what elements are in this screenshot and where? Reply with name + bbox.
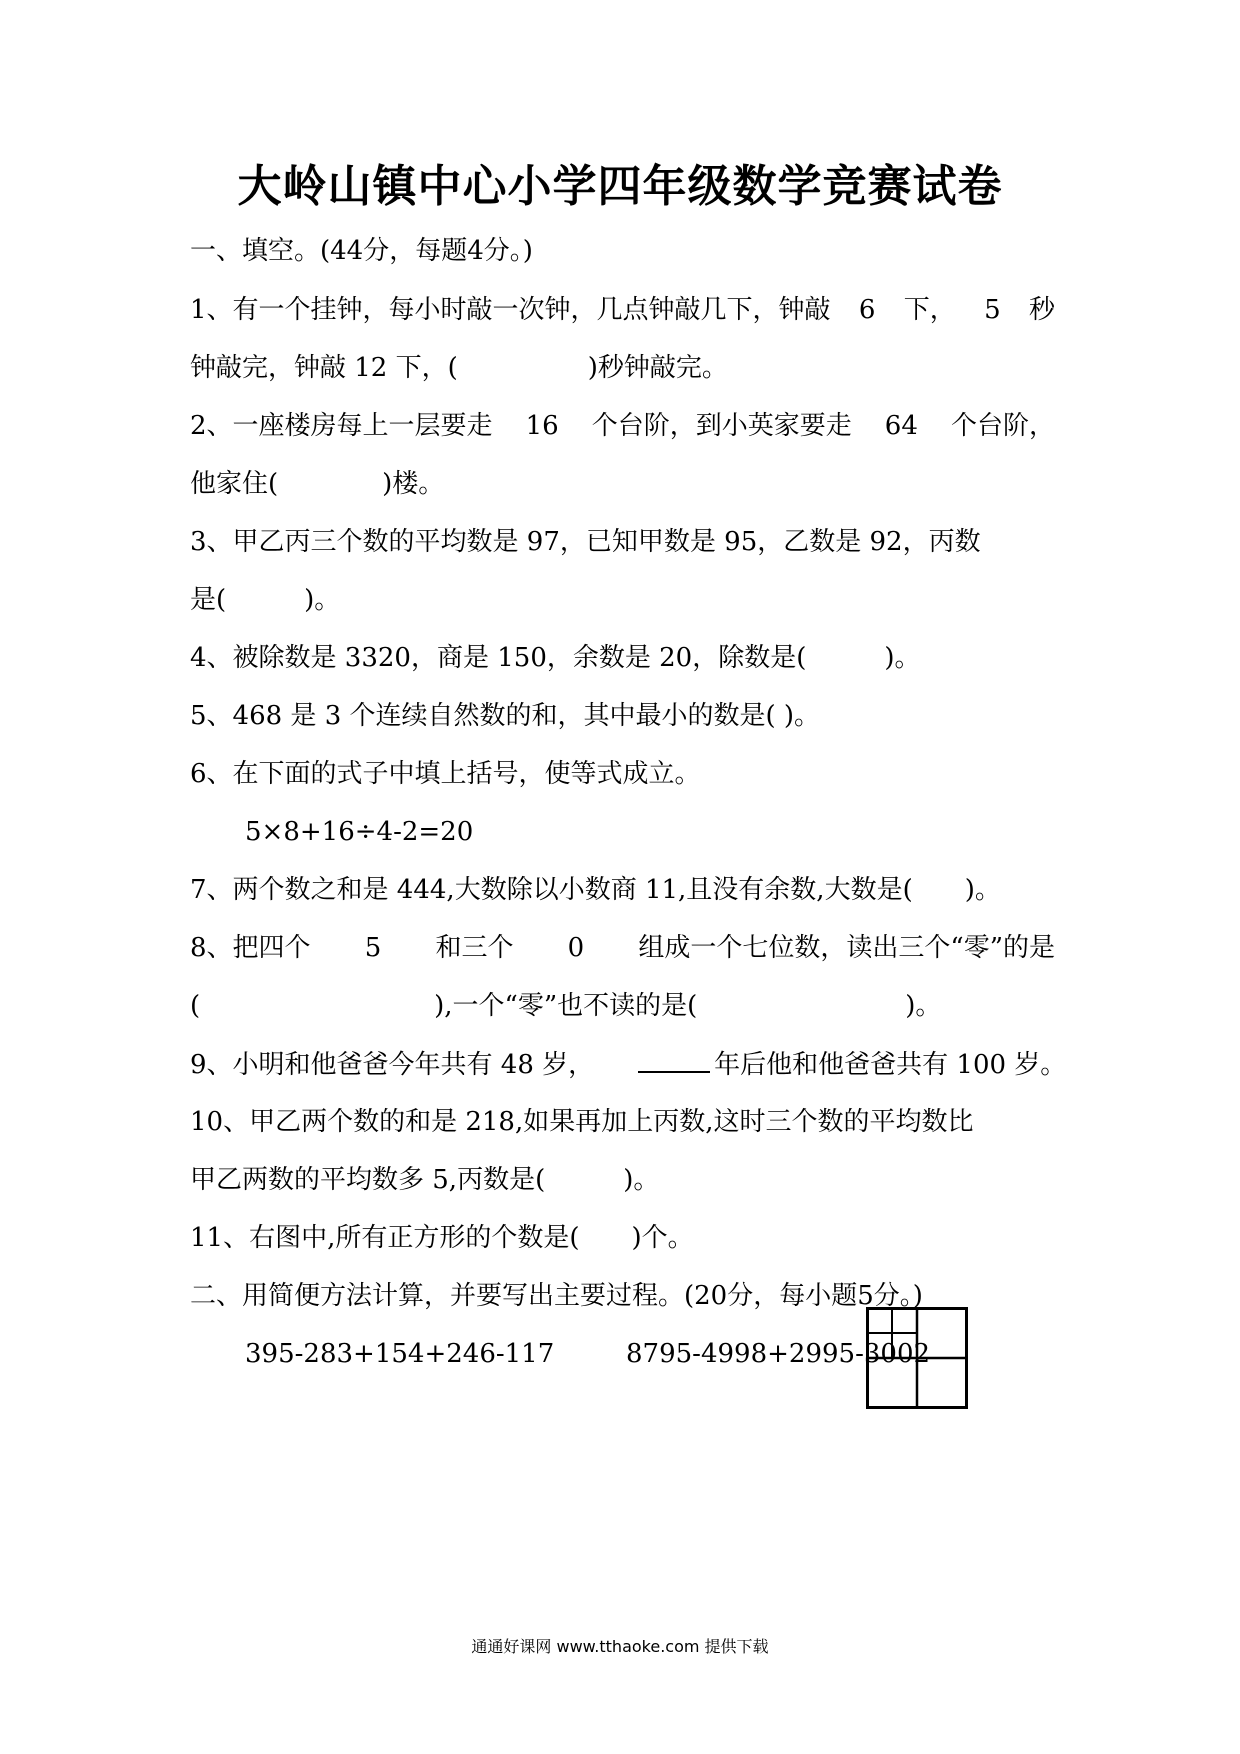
calc-problem-1: 395-283+154+246-117 <box>245 1339 555 1369</box>
q2-text-a: 2、一座楼房每上一层要走 <box>190 411 493 441</box>
q2-text-b: 16 <box>525 411 559 441</box>
q1-text-c: 下， <box>903 295 956 325</box>
question-6: 6、在下面的式子中填上括号，使等式成立。 <box>190 759 701 789</box>
question-2-line-2: 他家住( )楼。 <box>190 469 445 499</box>
section-1-heading: 一、填空。(44分，每题4分。) <box>190 236 533 266</box>
q8-text-b: 5 <box>364 933 382 963</box>
question-8-line-2: ( ),一个“零”也不读的是( )。 <box>190 991 942 1021</box>
footer-credit: 通通好课网 www.tthaoke.com 提供下载 <box>471 1637 769 1656</box>
q1-text-b: 6 <box>858 295 876 325</box>
question-8-line-1 <box>190 931 1055 965</box>
question-2-line-1 <box>190 409 1055 443</box>
q1-text-a: 1、有一个挂钟，每小时敲一次钟，几点钟敲几下，钟敲 <box>190 295 831 325</box>
question-9 <box>190 1047 1066 1082</box>
q9-text-before: 9、小明和他爸爸今年共有 48 岁， <box>190 1050 595 1080</box>
question-10-line-1: 10、甲乙两个数的和是 218,如果再加上丙数,这时三个数的平均数比 <box>190 1107 974 1137</box>
calc-problem-2: 8795-4998+2995-3002 <box>626 1339 931 1369</box>
q2-text-c: 个台阶，到小英家要走 <box>591 411 852 441</box>
page-title: 大岭山镇中心小学四年级数学竞赛试卷 <box>237 161 1003 212</box>
question-6-expression: 5×8+16÷4-2=20 <box>245 817 474 847</box>
q8-text-d: 0 <box>567 933 585 963</box>
question-11: 11、右图中,所有正方形的个数是( )个。 <box>190 1223 694 1253</box>
question-3-line-2: 是( )。 <box>190 585 341 615</box>
question-1-line-1 <box>190 293 1055 327</box>
q1-text-e: 秒 <box>1028 295 1055 325</box>
question-5: 5、468 是 3 个连续自然数的和，其中最小的数是( )。 <box>190 701 821 731</box>
q2-text-d: 64 <box>884 411 918 441</box>
q1-text-d: 5 <box>984 295 1001 325</box>
section-2-heading: 二、用简便方法计算，并要写出主要过程。(20分，每小题5分。) <box>190 1281 923 1311</box>
question-7: 7、两个数之和是 444,大数除以小数商 11,且没有余数,大数是( )。 <box>190 875 1001 905</box>
q8-text-c: 和三个 <box>435 933 514 963</box>
question-1-line-2: 钟敲完，钟敲 12 下，( )秒钟敲完。 <box>190 353 728 383</box>
question-3-line-1: 3、甲乙丙三个数的平均数是 97，已知甲数是 95，乙数是 92，丙数 <box>190 527 981 557</box>
question-4: 4、被除数是 3320，商是 150，余数是 20，除数是( )。 <box>190 643 921 673</box>
q8-text-a: 8、把四个 <box>190 933 311 963</box>
question-10-line-2: 甲乙两数的平均数多 5,丙数是( )。 <box>190 1165 660 1195</box>
q8-text-e: 组成一个七位数，读出三个“零”的是 <box>638 933 1055 963</box>
q9-text-after: 年后他和他爸爸共有 100 岁。 <box>714 1050 1067 1080</box>
q9-answer-blank <box>638 1047 710 1073</box>
q2-text-e: 个台阶， <box>950 411 1055 441</box>
